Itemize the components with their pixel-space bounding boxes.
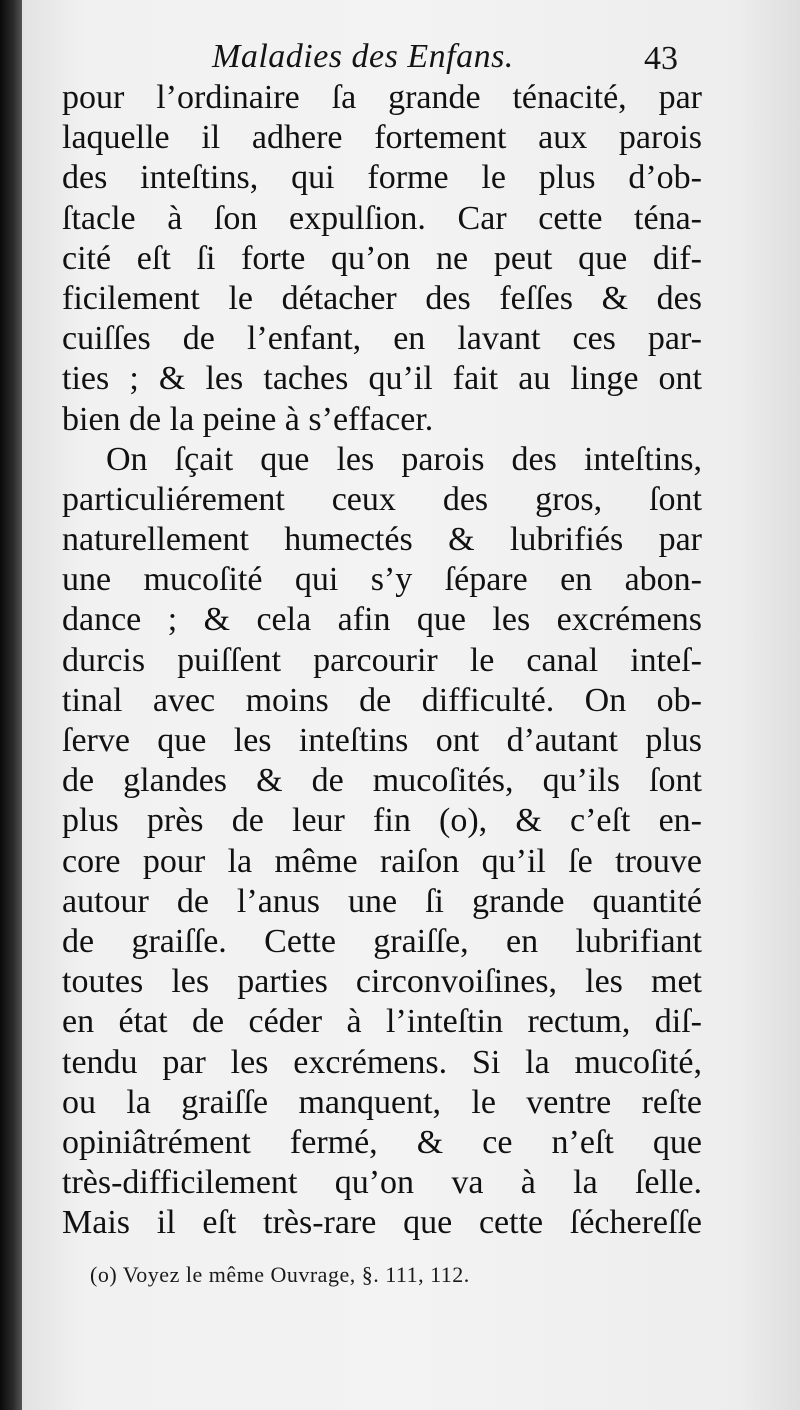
text-line: plus près de leur fin (o), & c’eſt en-	[62, 802, 702, 840]
text-line: en état de céder à l’inteſtin rectum, diſ-	[62, 1003, 702, 1041]
text-line: Mais il eſt très-rare que cette ſéchereſſe	[62, 1204, 702, 1242]
book-page	[22, 0, 800, 1410]
page-edge-shadow	[0, 0, 22, 1410]
text-line: opiniâtrément fermé, & ce n’eſt que	[62, 1123, 702, 1161]
text-line: core pour la même raiſon qu’il ſe trouve	[62, 842, 702, 880]
text-line: pour l’ordinaire ſa grande ténacité, par	[62, 79, 702, 116]
text-line: ficilement le détacher des feſſes & des	[62, 279, 702, 317]
text-line: cuiſſes de l’enfant, en lavant ces par-	[62, 320, 702, 358]
text-line: autour de l’anus une ſi grande quantité	[62, 882, 702, 920]
body-text	[62, 78, 702, 1243]
text-line: une mucoſité qui s’y ſépare en abon-	[62, 561, 702, 599]
text-line: particuliérement ceux des gros, ſont	[62, 480, 702, 518]
text-line: naturellement humectés & lubrifiés par	[62, 521, 702, 559]
text-line: tinal avec moins de difficulté. On ob-	[62, 681, 702, 719]
running-title: Maladies des Enfans.	[212, 38, 514, 75]
text-line: très-difficilement qu’on va à la ſelle.	[62, 1164, 702, 1202]
text-line: tendu par les excrémens. Si la mucoſité,	[62, 1043, 702, 1081]
text-line: laquelle il adhere fortement aux parois	[62, 119, 702, 157]
text-line: dance ; & cela afin que les excrémens	[62, 601, 702, 639]
text-line: de glandes & de mucoſités, qu’ils ſont	[62, 762, 702, 800]
text-line: des inteſtins, qui forme le plus d’ob-	[62, 159, 702, 197]
text-line: durcis puiſſent parcourir le canal inteſ-	[62, 641, 702, 679]
text-line: toutes les parties circonvoiſines, les met	[62, 963, 702, 1001]
text-line: cité eſt ſi forte qu’on ne peut que dif-	[62, 239, 702, 277]
page-number: 43	[644, 40, 678, 77]
footnote: (o) Voyez le même Ouvrage, §. 111, 112.	[90, 1262, 470, 1287]
text-line: ties ; & les taches qu’il fait au linge ont	[62, 360, 702, 398]
paragraph-first-line: On ſçait que les parois des inteſtins,	[106, 440, 702, 478]
text-line: ſtacle à ſon expulſion. Car cette téna-	[62, 199, 702, 237]
text-line: ſerve que les inteſtins ont d’autant plus	[62, 722, 702, 759]
text-line: bien de la peine à s’effacer.	[62, 400, 434, 438]
text-line: de graiſſe. Cette graiſſe, en lubrifiant	[62, 922, 702, 960]
text-line: ou la graiſſe manquent, le ventre reſte	[62, 1083, 702, 1121]
